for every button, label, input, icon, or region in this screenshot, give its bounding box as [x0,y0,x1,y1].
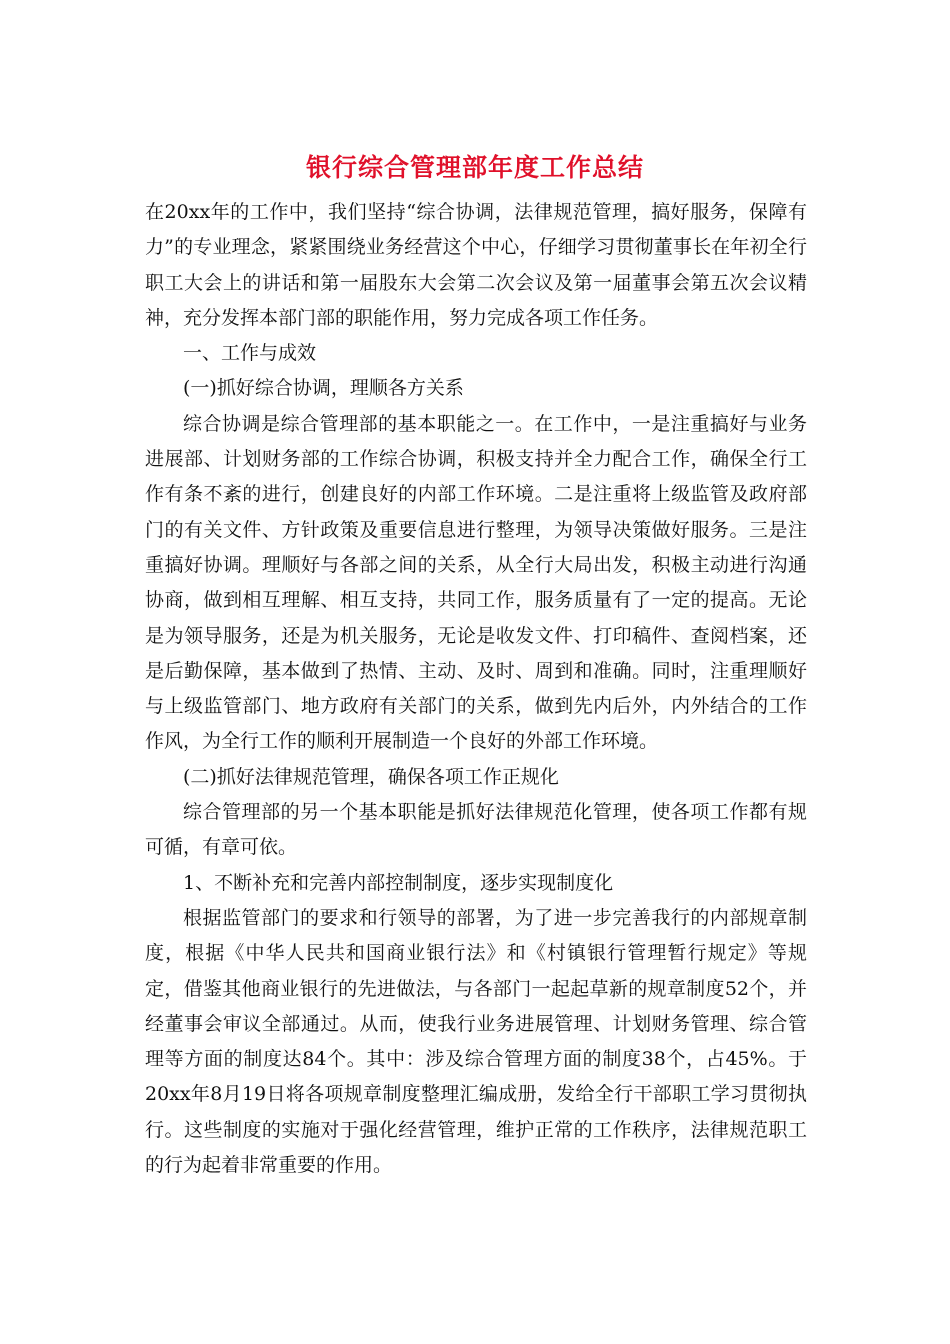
document-body [145,195,807,1183]
heading-subsection-1: (一)抓好综合协调，理顺各方关系 [183,377,464,400]
document-title: 银行综合管理部年度工作总结 [305,153,644,182]
paragraph-regulations: 根据监管部门的要求和行领导的部署，为了进一步完善我行的内部规章制度，根据《中华人民共和国商业银行法》和《村镇银行管理暂行规定》等规定，借鉴其他商业银行的先进做法，与各部门一起起草新的规章制度52个，并经董事会审议全部通过。从而，使我行业务进展管理、计划财务管理、综合管理等方面的制度达84个。其中：涉及综合管理方面的制度38个，占45%。于20xx年8月19日将各项规章制度整理汇编成册，发给全行干部职工学习贯彻执行。这些制度的实施对于强化经营管理，维护正常的工作秩序，法律规范职工的行为起着非常重要的作用。 [145,906,807,1177]
paragraph-coordination: 综合协调是综合管理部的基本职能之一。在工作中，一是注重搞好与业务进展部、计划财务部的工作综合协调，积极支持并全力配合工作，确保全行工作有条不紊的进行，创建良好的内部工作环境。二是注重将上级监管及政府部门的有关文件、方针政策及重要信息进行整理，为领导决策做好服务。三是注重搞好协调。理顺好与各部之间的关系，从全行大局出发，积极主动进行沟通协商，做到相互理解、相互支持，共同工作，服务质量有了一定的提高。无论是为领导服务，还是为机关服务，无论是收发文件、打印稿件、查阅档案，还是后勤保障，基本做到了热情、主动、及时、周到和准确。同时，注重理顺好与上级监管部门、地方政府有关部门的关系，做到先内后外，内外结合的工作作风，为全行工作的顺利开展制造一个良好的外部工作环境。 [145,412,807,753]
heading-section-1: 一、工作与成效 [183,342,317,365]
paragraph-legal-management: 综合管理部的另一个基本职能是抓好法律规范化管理，使各项工作都有规可循，有章可依。 [145,801,807,859]
heading-item-1: 1、不断补充和完善内部控制制度，逐步实现制度化 [183,871,614,894]
paragraph-intro: 在20xx年的工作中，我们坚持“综合协调，法律规范管理，搞好服务，保障有力”的专业理念，紧紧围绕业务经营这个中心，仔细学习贯彻董事长在年初全行职工大会上的讲话和第一届股东大会第二次会议及第一届董事会第五次会议精神，充分发挥本部门部的职能作用，努力完成各项工作任务。 [145,201,807,329]
heading-subsection-2: (二)抓好法律规范管理，确保各项工作正规化 [183,765,559,788]
